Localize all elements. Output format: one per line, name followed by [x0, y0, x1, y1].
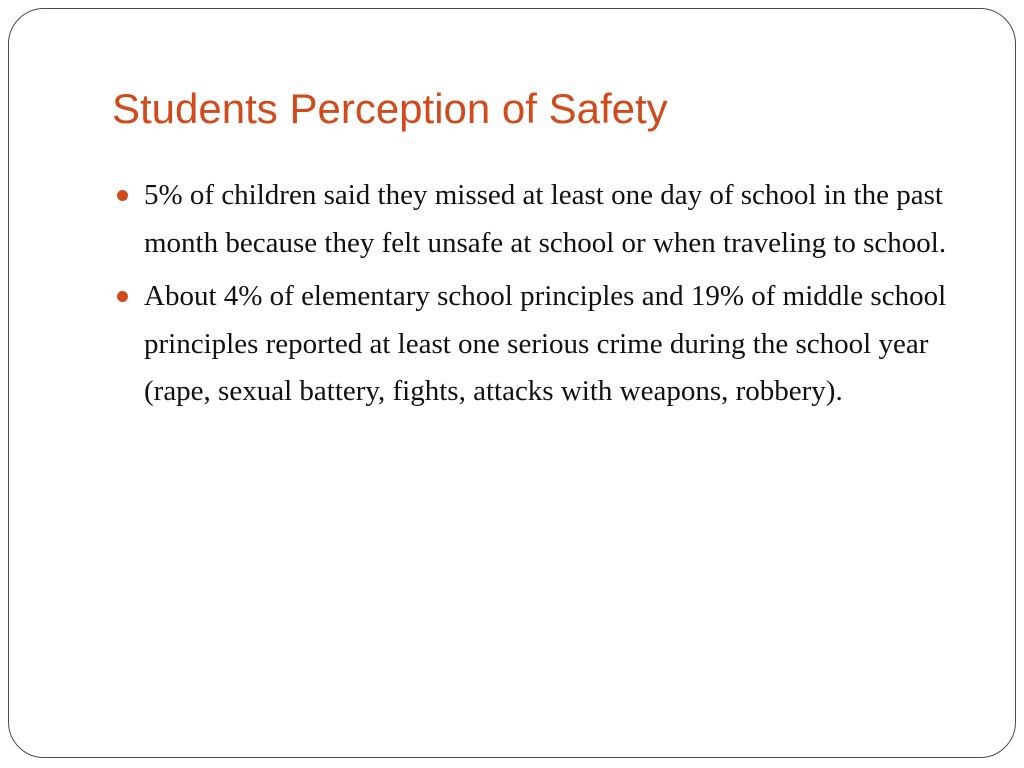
- bullet-dot-icon: [117, 291, 128, 302]
- bullet-text: 5% of children said they missed at least one day of school in the past month because they felt unsafe at school or when traveling to school.: [144, 179, 947, 259]
- slide-title: Students Perception of Safety: [112, 85, 668, 132]
- bullet-dot-icon: [117, 190, 128, 201]
- bullet-item-missed-school: [116, 172, 956, 267]
- bullet-text: About 4% of elementary school principles and 19% of middle school principles reported at least one serious crime during the school year (rape, sexual battery, fights, attacks with weapons, robbery).: [144, 280, 947, 407]
- bullet-item-serious-crime: [116, 273, 956, 416]
- bullet-list: [116, 172, 956, 422]
